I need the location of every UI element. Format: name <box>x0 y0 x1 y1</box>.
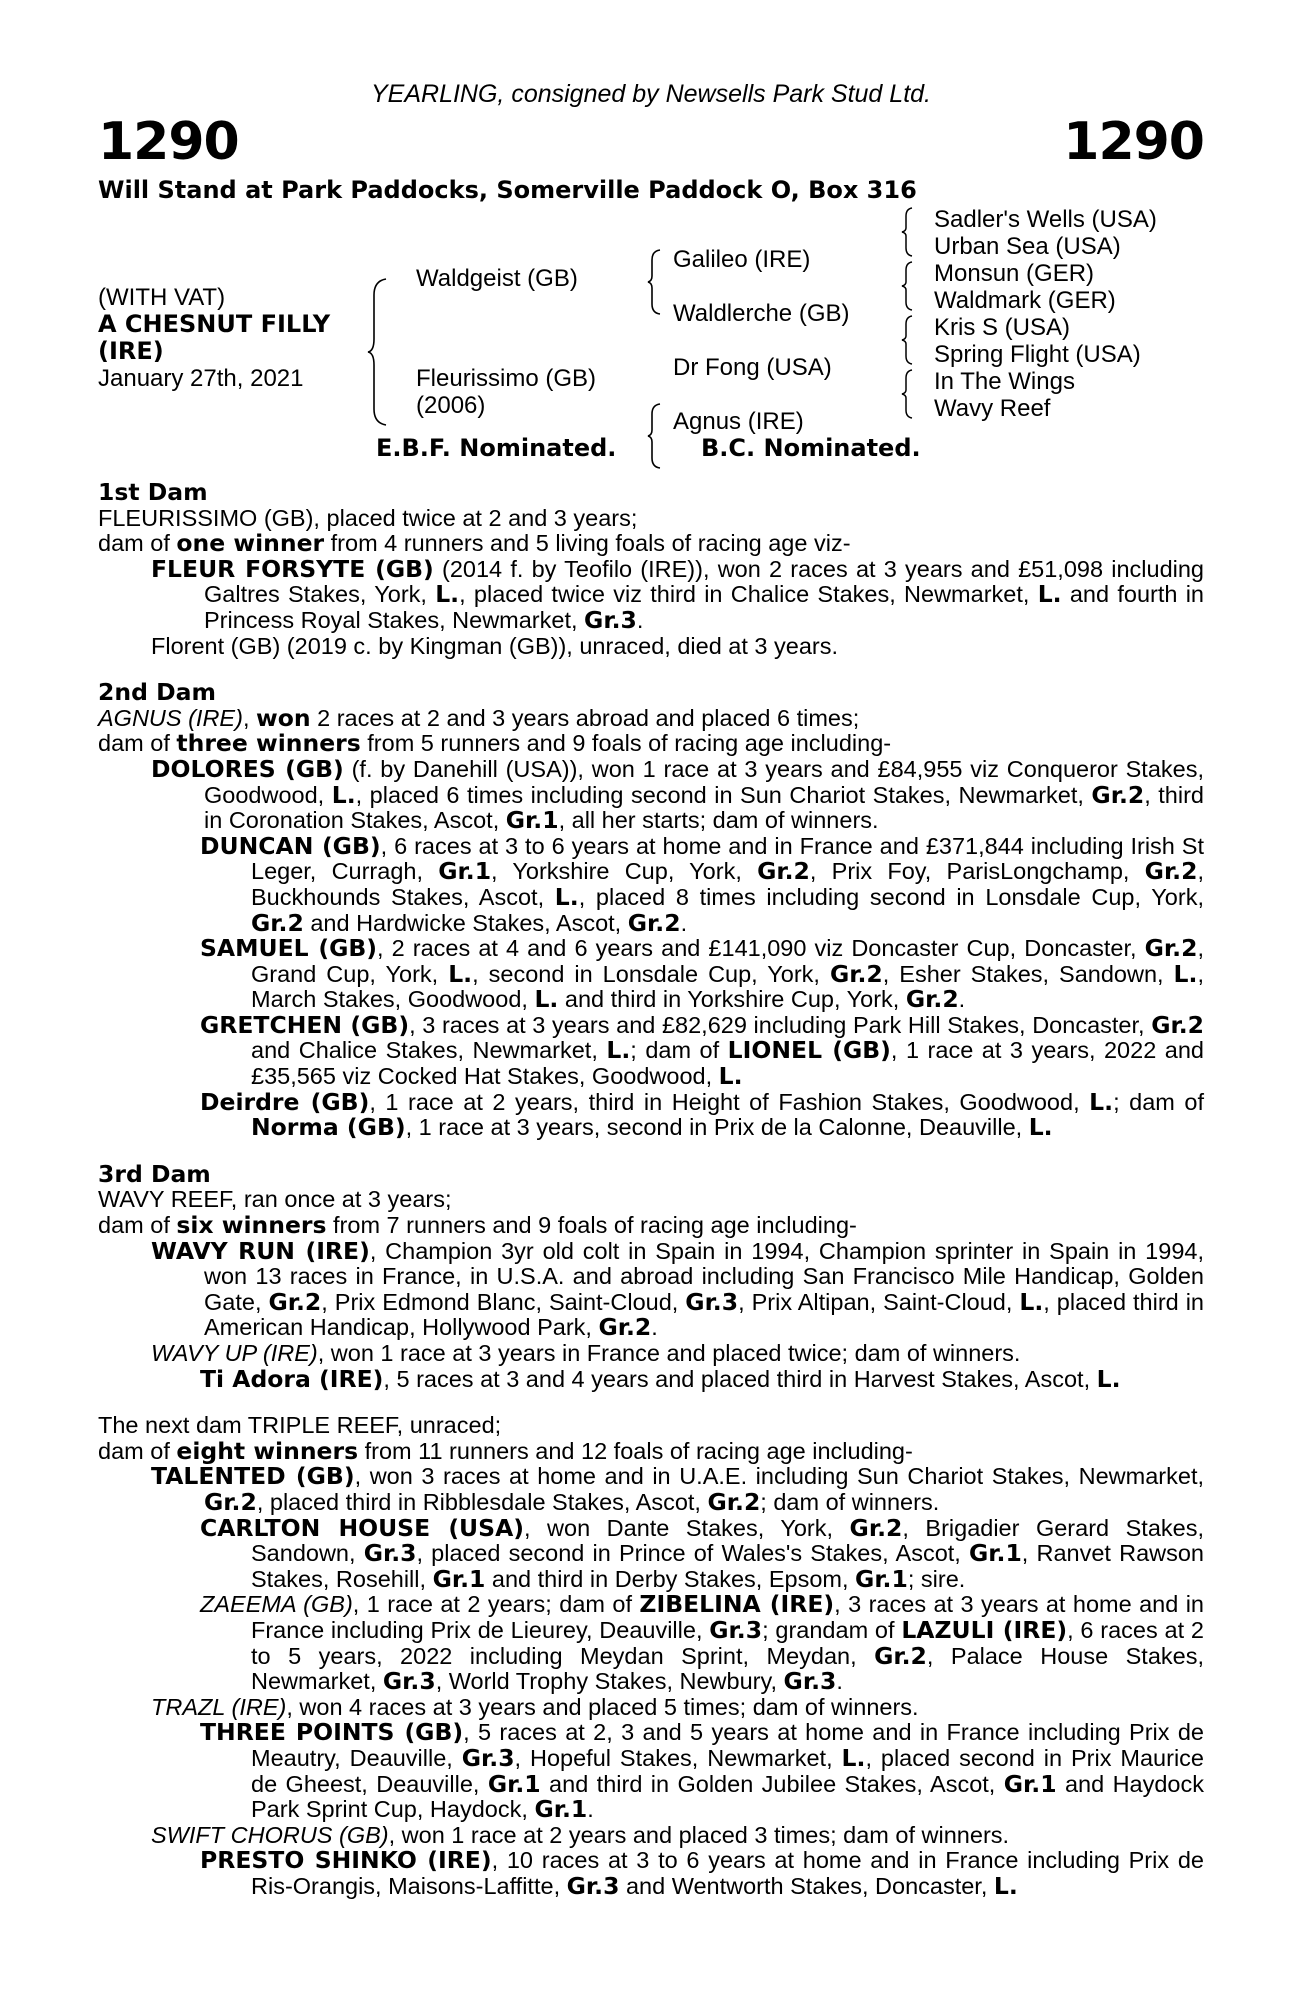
produce-entry: Ti Adora (IRE), 5 races at 3 and 4 years and placed third in Harvest Stakes, Ascot, L. <box>200 1364 1121 1393</box>
gg-4: Waldmark (GER) <box>934 287 1116 314</box>
second-dam-produce: dam of three winners from 5 runners and 9 foals of racing age including- <box>98 729 892 758</box>
produce-entry: PRESTO SHINKO (IRE), 10 races at 3 to 6 years at home and in France including Prix de Ris-Orangis, Maisons-Laffitte, Gr.3 and Wentworth Stakes, Doncaster, L. <box>200 1846 1204 1900</box>
first-dam-line: FLEURISSIMO (GB), placed twice at 2 and 3 years; <box>98 504 638 531</box>
brace-g4 <box>900 368 914 420</box>
second-dam-section <box>98 680 1204 1141</box>
dam: Fleurissimo (GB) <box>416 365 597 392</box>
brace-g2 <box>900 260 914 312</box>
produce-entry: ZAEEMA (GB), 1 race at 2 years; dam of ZIBELINA (IRE), 3 races at 3 years at home and in France including Prix de Lieurey, Deauville, Gr.3; grandam of LAZULI (IRE), 6 races at 2 to 5 years, 2022 including Meydan Sprint, Meydan, Gr.2, Palace House Stakes, Newmarket, Gr.3, World Trophy Stakes, Newbury, Gr.3. <box>200 1590 1204 1696</box>
gg-3: Monsun (GER) <box>934 260 1095 287</box>
dam-lines <box>98 480 1204 1899</box>
dam-year: (2006) <box>416 392 486 419</box>
consignment-line: YEARLING, consigned by Newsells Park Stud Ltd. <box>371 80 931 108</box>
produce-entry: Florent (GB) (2019 c. by Kingman (GB)), unraced, died at 3 years. <box>151 632 839 659</box>
lot-number-left: 1290 <box>98 112 239 172</box>
gg-2: Urban Sea (USA) <box>934 233 1121 260</box>
next-dam-line: The next dam TRIPLE REEF, unraced; <box>98 1412 502 1439</box>
third-dam-section <box>98 1159 1204 1393</box>
lot-number-right: 1290 <box>1063 112 1204 172</box>
produce-entry: TALENTED (GB), won 3 races at home and in U.A.E. including Sun Chariot Stakes, Newmarket, Gr.2, placed third in Ribblesdale Stakes, Ascot, Gr.2; dam of winners. <box>151 1462 1205 1516</box>
third-dam-produce: dam of six winners from 7 runners and 9 foals of racing age including- <box>98 1211 857 1240</box>
dam-dam: Agnus (IRE) <box>673 408 804 435</box>
produce-entry: WAVY UP (IRE), won 1 race at 3 years in France and placed twice; dam of winners. <box>151 1340 1021 1366</box>
brace-g1 <box>900 206 914 258</box>
second-dam-line: AGNUS (IRE), won 2 races at 2 and 3 years abroad and placed 6 times; <box>98 703 860 732</box>
produce-entry: DUNCAN (GB), 6 races at 3 to 6 years at home and in France and £371,844 including Irish St Leger, Curragh, Gr.1, Yorkshire Cup, York, Gr.2, Prix Foy, ParisLongchamp, Gr.2, Buckhounds Stakes, Ascot, L., placed 8 times including second in Lonsdale Cup, York, Gr.2 and Hardwicke Stakes, Ascot, Gr.2. <box>200 831 1204 937</box>
sire-sire: Galileo (IRE) <box>673 246 811 273</box>
lot-name-country: (IRE) <box>98 337 164 365</box>
next-dam-produce: dam of eight winners from 11 runners and 12 foals of racing age including- <box>98 1436 913 1465</box>
first-dam-produce: dam of one winner from 4 runners and 5 living foals of racing age viz- <box>98 529 851 558</box>
stand-location: Will Stand at Park Paddocks, Somerville Paddock O, Box 316 <box>98 176 917 204</box>
produce-entry: TRAZL (IRE), won 4 races at 3 years and placed 5 times; dam of winners. <box>151 1693 919 1720</box>
produce-entry: CARLTON HOUSE (USA), won Dante Stakes, York, Gr.2, Brigadier Gerard Stakes, Sandown, Gr.3, placed second in Prince of Wales's Stakes, Ascot, Gr.1, Ranvet Rawson Stakes, Rosehill, Gr.1 and third in Derby Stakes, Epsom, Gr.1; sire. <box>200 1513 1204 1593</box>
next-dam-section <box>98 1413 1204 1899</box>
brace-sire <box>646 248 662 316</box>
gg-8: Wavy Reef <box>934 395 1051 422</box>
foaling-date: January 27th, 2021 <box>98 365 304 392</box>
dam-sire: Dr Fong (USA) <box>673 354 832 381</box>
produce-entry: SAMUEL (GB), 2 races at 4 and 6 years and £141,090 viz Doncaster Cup, Doncaster, Gr.2, Grand Cup, York, L., second in Lonsdale Cup, York, Gr.2, Esher Stakes, Sandown, L., March Stakes, Goodwood, L. and third in Yorkshire Cup, York, Gr.2. <box>200 934 1204 1014</box>
produce-entry: GRETCHEN (GB), 3 races at 3 years and £82,629 including Park Hill Stakes, Doncaster, Gr.2 and Chalice Stakes, Newmarket, L.; dam of LIONEL (GB), 1 race at 3 years, 2022 and £35,565 viz Cocked Hat Stakes, Goodwood, L. <box>200 1010 1204 1091</box>
brace-main <box>366 277 388 427</box>
bc-nominated: B.C. Nominated. <box>701 434 921 462</box>
lot-name: A CHESNUT FILLY <box>98 310 331 338</box>
produce-entry: DOLORES (GB) (f. by Danehill (USA)), won 1 race at 3 years and £84,955 viz Conqueror Stakes, Goodwood, L., placed 6 times including second in Sun Chariot Stakes, Newmarket, Gr.2, third in Coronation Stakes, Ascot, Gr.1, all her starts; dam of winners. <box>151 754 1204 835</box>
first-dam-section <box>98 480 1204 659</box>
produce-entry: Deirdre (GB), 1 race at 2 years, third in Height of Fashion Stakes, Goodwood, L.; dam of Norma (GB), 1 race at 3 years, second in Prix de la Calonne, Deauville, L. <box>200 1087 1205 1142</box>
gg-7: In The Wings <box>934 368 1075 395</box>
ebf-nominated: E.B.F. Nominated. <box>376 434 617 462</box>
second-dam-heading: 2nd Dam <box>98 678 216 707</box>
produce-entry: THREE POINTS (GB), 5 races at 2, 3 and 5 years at home and in France including Prix de Meautry, Deauville, Gr.3, Hopeful Stakes, Newmarket, L., placed second in Prix Maurice de Gheest, Deauville, Gr.1 and third in Golden Jubilee Stakes, Ascot, Gr.1 and Haydock Park Sprint Cup, Haydock, Gr.1. <box>200 1718 1205 1824</box>
gg-1: Sadler's Wells (USA) <box>934 206 1157 233</box>
brace-dam <box>646 402 662 470</box>
gg-5: Kris S (USA) <box>934 314 1071 341</box>
third-dam-heading: 3rd Dam <box>98 1159 211 1188</box>
produce-entry: FLEUR FORSYTE (GB) (2014 f. by Teofilo (IRE)), won 2 races at 3 years and £51,098 including Galtres Stakes, York, L., placed twice viz third in Chalice Stakes, Newmarket, L. and fourth in Princess Royal Stakes, Newmarket, Gr.3. <box>151 554 1204 634</box>
third-dam-line: WAVY REEF, ran once at 3 years; <box>98 1186 452 1213</box>
sire: Waldgeist (GB) <box>416 265 578 292</box>
sire-dam: Waldlerche (GB) <box>673 300 850 327</box>
brace-g3 <box>900 314 914 366</box>
first-dam-heading: 1st Dam <box>98 478 208 506</box>
gg-6: Spring Flight (USA) <box>934 341 1141 368</box>
pedigree-table <box>98 202 1204 502</box>
produce-entry: SWIFT CHORUS (GB), won 1 race at 2 years and placed 3 times; dam of winners. <box>151 1821 1010 1848</box>
vat-note: (WITH VAT) <box>98 284 226 311</box>
produce-entry: WAVY RUN (IRE), Champion 3yr old colt in Spain in 1994, Champion sprinter in Spain in 1994, won 13 races in France, in U.S.A. and abroad including San Francisco Mile Handicap, Golden Gate, Gr.2, Prix Edmond Blanc, Saint-Cloud, Gr.3, Prix Altipan, Saint-Cloud, L., placed third in American Handicap, Hollywood Park, Gr.2. <box>151 1236 1204 1342</box>
